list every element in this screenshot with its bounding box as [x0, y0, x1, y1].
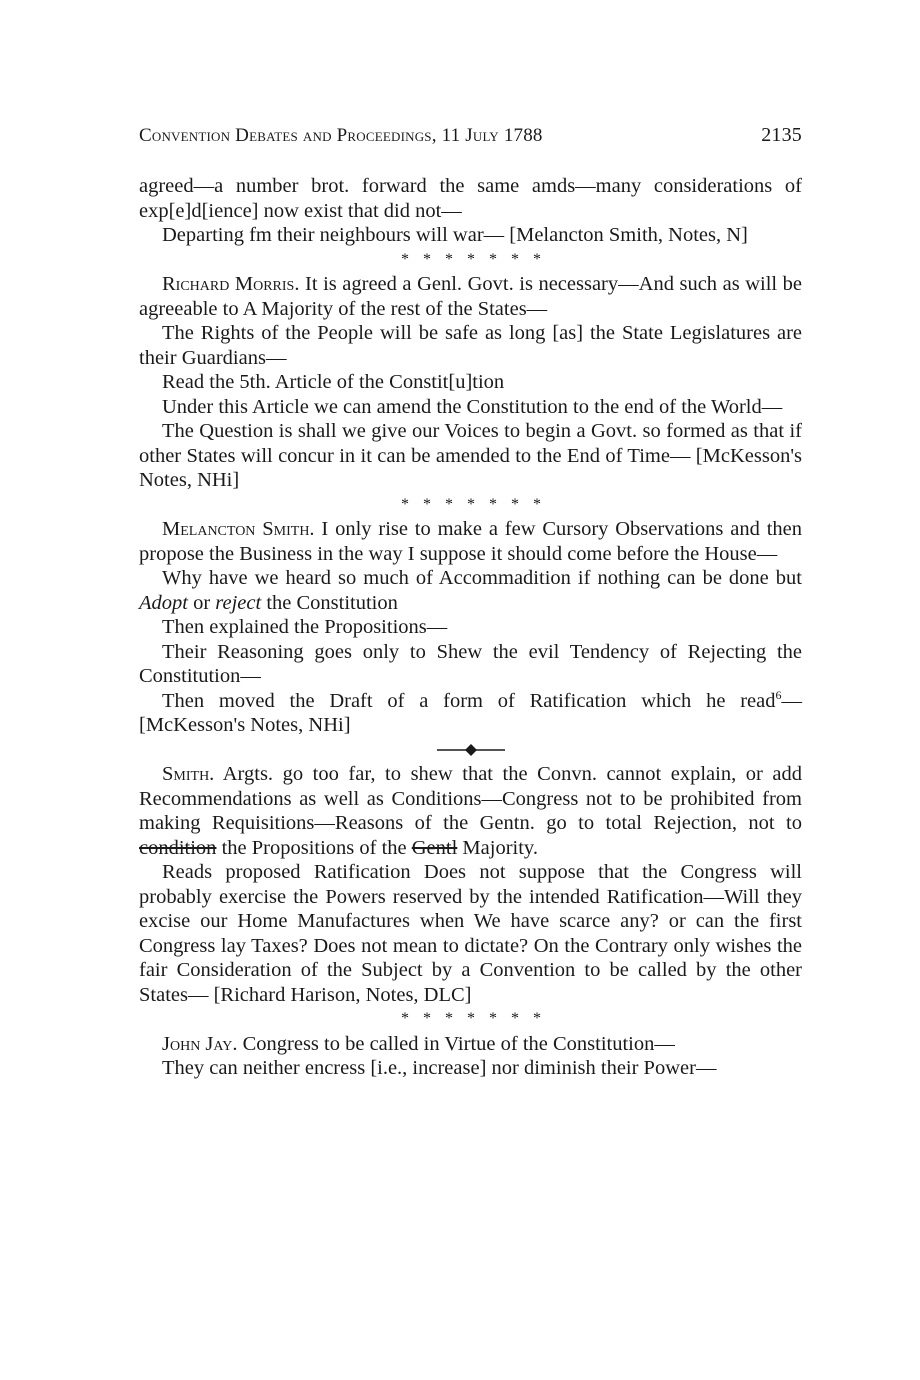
section-break-stars: * * * * * * *	[401, 495, 546, 513]
speaker-paragraph: Smith. Argts. go too far, to shew that the Convn. cannot explain, or add Recommendations as well as Conditions—Congress not to be prohibited from making Requisitions—Reasons of the Gentn. go to total Rejection, not to condition the Propositions of the Gentl Majority.	[139, 763, 802, 859]
running-head	[139, 124, 802, 147]
page-number: 2135	[761, 124, 802, 146]
emphasis: reject	[215, 591, 262, 614]
speaker-name: Richard Morris.	[162, 273, 300, 295]
speaker-paragraph	[139, 272, 802, 321]
struck-text: condition	[139, 836, 217, 859]
struck-text: Gentl	[411, 836, 458, 859]
paragraph: Departing fm their neighbours will war— [Melancton Smith, Notes, N]	[162, 224, 748, 246]
section-break-stars: * * * * * * *	[401, 1010, 546, 1027]
speaker-name: Smith.	[162, 763, 215, 785]
paragraph: Read the 5th. Article of the Constit[u]tion	[162, 371, 505, 393]
speaker-text: I only rise to make a few Cursory Observations and then propose the Business in the way I suppose it should come before the House—	[139, 518, 802, 565]
paragraph: They can neither encress [i.e., increase] nor diminish their Power—	[162, 1057, 717, 1079]
paragraph: Under this Article we can amend the Constitution to the end of the World—	[162, 395, 783, 418]
paragraph: The Rights of the People will be safe as long [as] the State Legislatures are their Guardians—	[139, 322, 802, 369]
paragraph: Then moved the Draft of a form of Ratification which he read$^6$— [McKesson's Notes, NHi]	[139, 687, 802, 736]
paragraph: Why have we heard so much of Accommadition if nothing can be done but Adopt or reject the Constitution	[139, 567, 802, 614]
section-break-stars: * * * * * * *	[401, 250, 546, 268]
speaker-paragraph	[139, 517, 802, 566]
speaker-paragraph	[139, 1032, 802, 1057]
paragraph: The Question is shall we give our Voices to begin a Govt. so formed as that if other States will concur in it can be amended to the End of Time— [McKesson's Notes, NHi]	[139, 420, 802, 491]
diamond-rule-icon	[431, 743, 511, 757]
speaker-text: It is agreed a Genl. Govt. is necessary—And such as will be agreeable to A Majority of the rest of the States—	[139, 273, 802, 320]
paragraph: Their Reasoning goes only to Shew the evil Tendency of Rejecting the Constitution—	[139, 640, 802, 687]
body-text	[139, 174, 802, 1081]
footnote-ref[interactable]: 6	[775, 687, 782, 702]
diamond-rule-ornament	[139, 738, 802, 763]
paragraph: agreed—a number brot. forward the same amds—many considerations of exp[e]d[ience] now exist that did not—	[139, 175, 802, 222]
speaker-text: Congress to be called in Virtue of the Constitution—	[237, 1032, 675, 1055]
emphasis: Adopt	[139, 591, 188, 614]
running-head-title: Convention Debates and Proceedings, 11 July 1788	[139, 125, 543, 146]
paragraph: Then explained the Propositions—	[162, 616, 448, 638]
speaker-name: Melancton Smith.	[162, 518, 315, 540]
paragraph: Reads proposed Ratification Does not suppose that the Congress will probably exercise the Powers reserved by the intended Ratification—Will they excise our Home Manufactures when We have scarce any? or can the first Congress lay Taxes? Does not mean to dictate? On the Contrary only wishes the fair Consideration of the Subject by a Convention to be called by the other States— [Richard Harison, Notes, DLC]	[139, 861, 802, 1006]
speaker-name: John Jay.	[162, 1032, 238, 1055]
